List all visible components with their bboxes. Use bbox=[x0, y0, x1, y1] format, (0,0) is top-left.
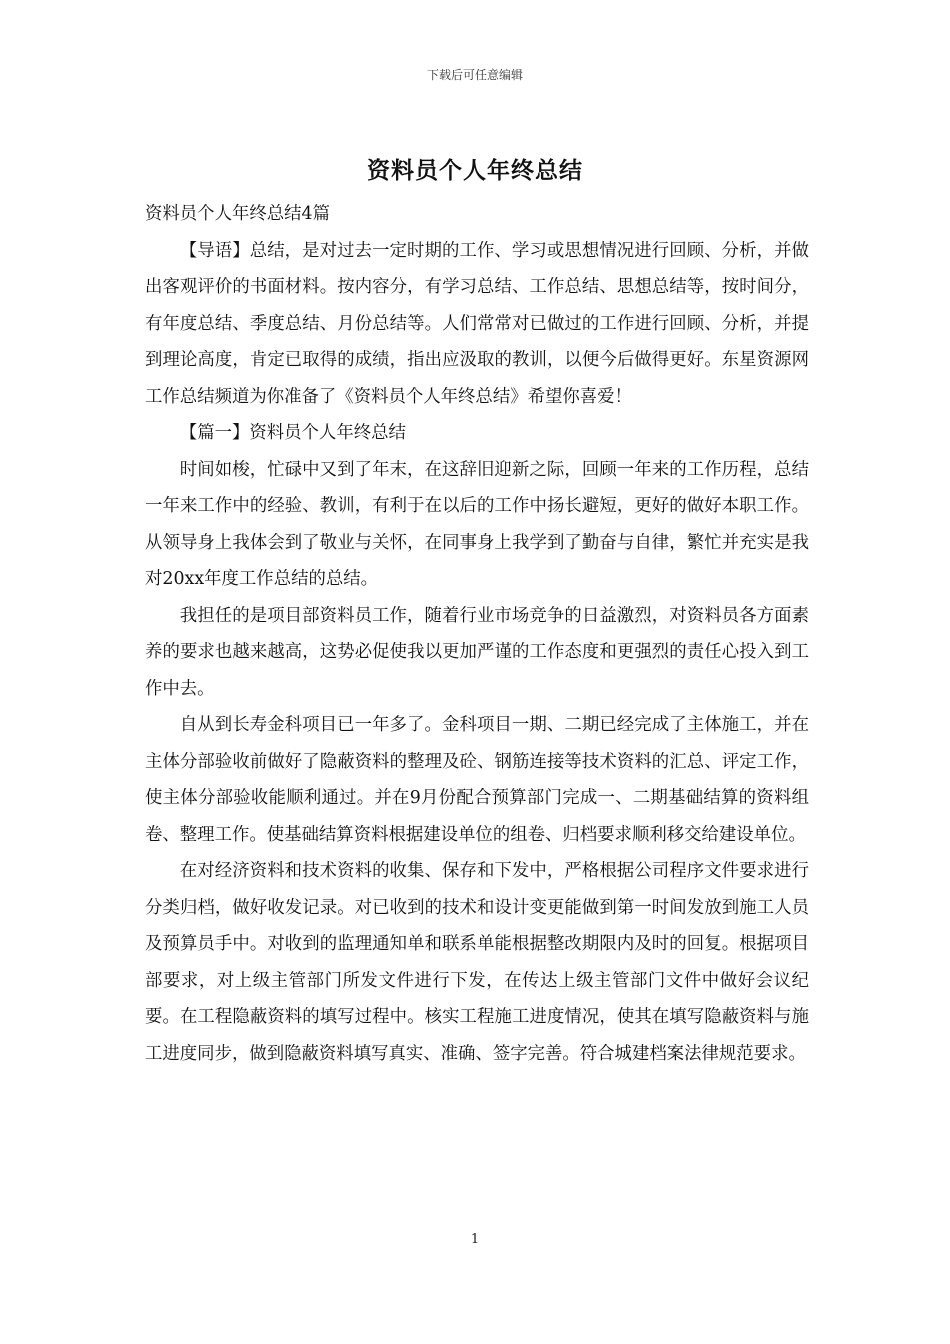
section-heading: 【篇一】资料员个人年终总结 bbox=[179, 423, 406, 443]
paragraph: 我担任的是项目部资料员工作，随着行业市场竞争的日益激烈，对资料员各方面素养的要求也越来越高，这势必促使我以更加严谨的工作态度和更强烈的责任心投入到工作中去。 bbox=[145, 605, 809, 699]
paragraph: 在对经济资料和技术资料的收集、保存和下发中，严格根据公司程序文件要求进行分类归档，做好收发记录。对已收到的技术和设计变更能做到第一时间发放到施工人员及预算员手中。对收到的监理通知单和联系单能根据整改期限内及时的回复。根据项目部要求，对上级主管部门所发文件进行下发，在传达上级主管部门文件中做好会议纪要。在工程隐蔽资料的填写过程中。核实工程施工进度情况，使其在填写隐蔽资料与施工进度同步，做到隐蔽资料填写真实、准确、签字完善。符合城建档案法律规范要求。 bbox=[145, 861, 809, 1064]
paragraph: 时间如梭，忙碌中又到了年末，在这辞旧迎新之际，回顾一年来的工作历程，总结一年来工作中的经验、教训，有利于在以后的工作中扬长避短，更好的做好本职工作。从领导身上我体会到了敬业与关怀，在同事身上我学到了勤奋与自律，繁忙并充实是我对20xx年度工作总结的总结。 bbox=[145, 459, 809, 589]
paragraph-intro: 【导语】总结，是对过去一定时期的工作、学习或思想情况进行回顾、分析，并做出客观评价的书面材料。按内容分，有学习总结、工作总结、思想总结等，按时间分，有年度总结、季度总结、月份总结等。人们常常对已做过的工作进行回顾、分析，并提到理论高度，肯定已取得的成绩，指出应汲取的教训，以便今后做得更好。东星资源网工作总结频道为你准备了《资料员个人年终总结》希望你喜爱！ bbox=[145, 240, 809, 407]
document-body bbox=[145, 196, 809, 1072]
header-note: 下载后可任意编辑 bbox=[426, 68, 523, 82]
page-number: 1 bbox=[470, 1232, 480, 1247]
document-subtitle: 资料员个人年终总结4篇 bbox=[145, 204, 330, 224]
paragraph: 自从到长寿金科项目已一年多了。金科项目一期、二期已经完成了主体施工，并在主体分部验收前做好了隐蔽资料的整理及砼、钢筋连接等技术资料的汇总、评定工作，使主体分部验收能顺利通过。并在9月份配合预算部门完成一、二期基础结算的资料组卷、整理工作。使基础结算资料根据建设单位的组卷、归档要求顺利移交给建设单位。 bbox=[145, 715, 809, 845]
document-title: 资料员个人年终总结 bbox=[367, 157, 583, 184]
